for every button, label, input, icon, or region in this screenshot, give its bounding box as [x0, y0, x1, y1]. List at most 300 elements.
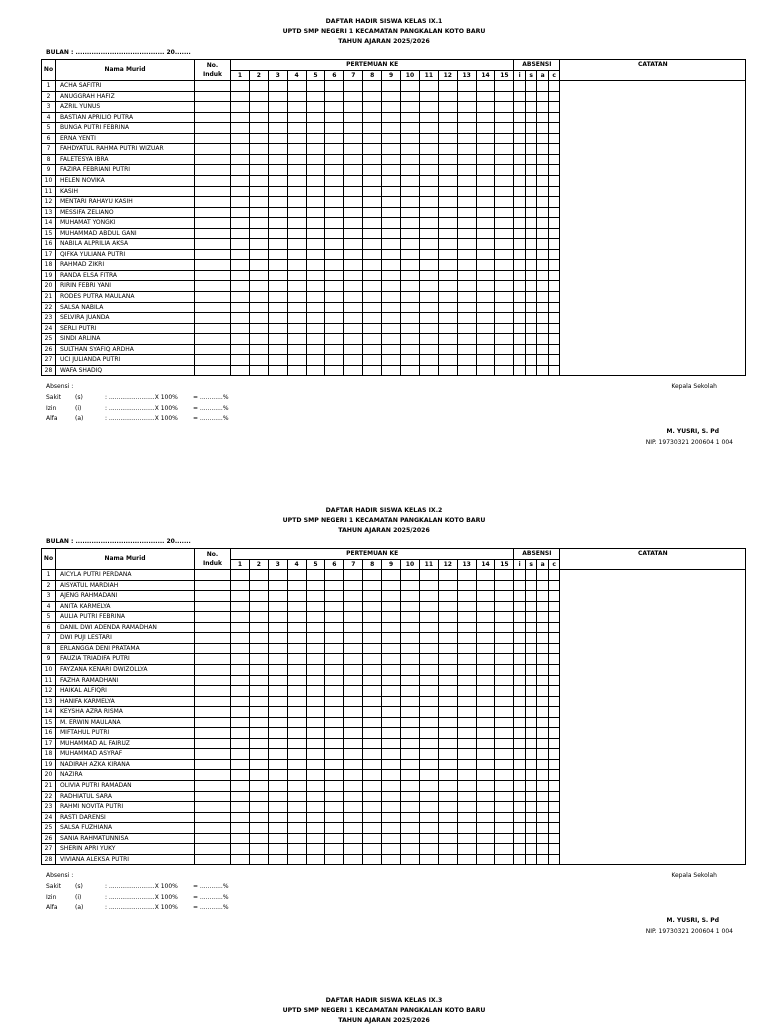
meeting-cell [438, 770, 457, 781]
row-number: 9 [42, 654, 56, 665]
meeting-cell [476, 123, 495, 134]
meeting-cell [231, 738, 250, 749]
meeting-cell [231, 844, 250, 855]
meeting-cell [438, 823, 457, 834]
meeting-cell [325, 281, 344, 292]
meeting-cell [401, 749, 420, 760]
meeting-cell [476, 133, 495, 144]
meeting-cell [495, 207, 514, 218]
absensi-cell [537, 802, 549, 813]
absensi-cell [525, 323, 537, 334]
meeting-cell [476, 144, 495, 155]
meeting-cell [419, 654, 438, 665]
meeting-cell [457, 707, 476, 718]
meeting-cell [419, 591, 438, 602]
meeting-cell [268, 270, 287, 281]
meeting-cell [325, 334, 344, 345]
meeting-cell [325, 154, 344, 165]
meeting-cell [438, 802, 457, 813]
row-number: 1 [42, 81, 56, 92]
meeting-cell [495, 292, 514, 303]
meeting-cell [268, 292, 287, 303]
no-induk-cell [195, 759, 231, 770]
student-name: ANITA KARMELYA [56, 601, 195, 612]
student-name: MESSIFA ZELIANO [56, 207, 195, 218]
meeting-cell [306, 654, 325, 665]
student-name: SULTHAN SYAFIQ ARDHA [56, 344, 195, 355]
student-name: FAZHA RAMADHANI [56, 675, 195, 686]
meeting-cell [363, 292, 382, 303]
meeting-cell [344, 239, 363, 250]
meeting-cell [438, 239, 457, 250]
header-meeting: 12 [438, 559, 457, 570]
absensi-cell [514, 728, 526, 739]
meeting-cell [363, 281, 382, 292]
meeting-cell [344, 133, 363, 144]
absensi-cell [537, 622, 549, 633]
no-induk-cell [195, 102, 231, 113]
meeting-cell [249, 218, 268, 229]
absensi-cell [514, 749, 526, 760]
meeting-cell [401, 643, 420, 654]
absensi-cell [548, 176, 560, 187]
meeting-cell [495, 591, 514, 602]
meeting-cell [438, 844, 457, 855]
meeting-cell [476, 654, 495, 665]
meeting-cell [401, 802, 420, 813]
no-induk-cell [195, 81, 231, 92]
meeting-cell [249, 665, 268, 676]
meeting-cell [438, 102, 457, 113]
absensi-cell [525, 365, 537, 376]
absensi-cell [514, 154, 526, 165]
meeting-cell [344, 197, 363, 208]
meeting-cell [287, 292, 306, 303]
meeting-cell [268, 686, 287, 697]
absensi-cell [548, 355, 560, 366]
meeting-cell [438, 686, 457, 697]
meeting-cell [438, 270, 457, 281]
meeting-cell [363, 249, 382, 260]
header-meeting: 1 [231, 559, 250, 570]
meeting-cell [401, 612, 420, 623]
meeting-cell [363, 854, 382, 865]
absensi-cell [537, 665, 549, 676]
absensi-cell [514, 759, 526, 770]
meeting-cell [325, 738, 344, 749]
no-induk-cell [195, 323, 231, 334]
absensi-cell [525, 854, 537, 865]
meeting-cell [231, 176, 250, 187]
absensi-cell [537, 738, 549, 749]
meeting-cell [457, 844, 476, 855]
row-number: 15 [42, 228, 56, 239]
meeting-cell [476, 823, 495, 834]
meeting-cell [476, 186, 495, 197]
absensi-cell [525, 728, 537, 739]
meeting-cell [495, 759, 514, 770]
meeting-cell [382, 292, 401, 303]
meeting-cell [457, 218, 476, 229]
meeting-cell [249, 334, 268, 345]
meeting-cell [401, 239, 420, 250]
meeting-cell [495, 355, 514, 366]
absensi-cell [514, 844, 526, 855]
absensi-cell [514, 738, 526, 749]
meeting-cell [231, 365, 250, 376]
meeting-cell [231, 218, 250, 229]
meeting-cell [495, 686, 514, 697]
meeting-cell [249, 197, 268, 208]
meeting-cell [476, 675, 495, 686]
meeting-cell [401, 218, 420, 229]
meeting-cell [382, 270, 401, 281]
meeting-cell [344, 144, 363, 155]
header-meeting: 6 [325, 559, 344, 570]
absensi-cell [525, 759, 537, 770]
meeting-cell [268, 197, 287, 208]
meeting-cell [495, 654, 514, 665]
meeting-cell [363, 580, 382, 591]
meeting-cell [476, 707, 495, 718]
meeting-cell [438, 365, 457, 376]
meeting-cell [325, 133, 344, 144]
meeting-cell [306, 270, 325, 281]
no-induk-cell [195, 239, 231, 250]
meeting-cell [325, 601, 344, 612]
absensi-cell [525, 686, 537, 697]
meeting-cell [457, 81, 476, 92]
meeting-cell [268, 112, 287, 123]
meeting-cell [287, 270, 306, 281]
meeting-cell [438, 91, 457, 102]
row-number: 11 [42, 186, 56, 197]
meeting-cell [382, 144, 401, 155]
meeting-cell [401, 144, 420, 155]
meeting-cell [419, 728, 438, 739]
meeting-cell [268, 802, 287, 813]
row-number: 24 [42, 323, 56, 334]
meeting-cell [457, 165, 476, 176]
absence-label: Izin [46, 404, 57, 412]
meeting-cell [306, 207, 325, 218]
meeting-cell [495, 675, 514, 686]
meeting-cell [401, 207, 420, 218]
meeting-cell [344, 313, 363, 324]
student-name: MUHAMMAD AL FAIRUZ [56, 738, 195, 749]
meeting-cell [325, 665, 344, 676]
meeting-cell [325, 81, 344, 92]
meeting-cell [249, 102, 268, 113]
header-meeting: 10 [401, 70, 420, 81]
absensi-cell [548, 239, 560, 250]
meeting-cell [344, 696, 363, 707]
meeting-cell [495, 728, 514, 739]
header-no-induk-line2: Induk [202, 71, 223, 79]
absensi-cell [514, 781, 526, 792]
meeting-cell [287, 186, 306, 197]
row-number: 28 [42, 854, 56, 865]
meeting-cell [419, 833, 438, 844]
meeting-cell [438, 344, 457, 355]
absensi-cell [514, 686, 526, 697]
meeting-cell [363, 270, 382, 281]
no-induk-cell [195, 749, 231, 760]
student-name: SELVIRA JUANDA [56, 313, 195, 324]
absensi-cell [514, 176, 526, 187]
meeting-cell [249, 123, 268, 134]
meeting-cell [268, 717, 287, 728]
no-induk-cell [195, 365, 231, 376]
meeting-cell [476, 717, 495, 728]
absensi-cell [514, 770, 526, 781]
meeting-cell [231, 612, 250, 623]
header-absensi-i: i [514, 70, 526, 81]
meeting-cell [363, 654, 382, 665]
meeting-cell [495, 270, 514, 281]
meeting-cell [438, 580, 457, 591]
no-induk-cell [195, 823, 231, 834]
student-name: FAZIRA FEBRIANI PUTRI [56, 165, 195, 176]
meeting-cell [268, 186, 287, 197]
meeting-cell [268, 665, 287, 676]
meeting-cell [382, 154, 401, 165]
meeting-cell [419, 675, 438, 686]
no-induk-cell [195, 812, 231, 823]
meeting-cell [438, 302, 457, 313]
meeting-cell [306, 770, 325, 781]
meeting-cell [401, 570, 420, 581]
absensi-cell [537, 102, 549, 113]
meeting-cell [363, 601, 382, 612]
meeting-cell [476, 313, 495, 324]
meeting-cell [401, 622, 420, 633]
absensi-cell [525, 154, 537, 165]
meeting-cell [401, 791, 420, 802]
absensi-cell [548, 707, 560, 718]
absensi-cell [537, 239, 549, 250]
absensi-cell [514, 696, 526, 707]
meeting-cell [231, 622, 250, 633]
meeting-cell [419, 355, 438, 366]
meeting-cell [344, 738, 363, 749]
meeting-cell [419, 133, 438, 144]
meeting-cell [382, 323, 401, 334]
header-meeting: 5 [306, 70, 325, 81]
meeting-cell [419, 759, 438, 770]
meeting-cell [419, 612, 438, 623]
no-induk-cell [195, 133, 231, 144]
meeting-cell [438, 675, 457, 686]
meeting-cell [325, 728, 344, 739]
header-meeting: 11 [419, 559, 438, 570]
meeting-cell [476, 591, 495, 602]
meeting-cell [419, 601, 438, 612]
meeting-cell [287, 633, 306, 644]
meeting-cell [438, 749, 457, 760]
meeting-cell [287, 823, 306, 834]
meeting-cell [382, 344, 401, 355]
meeting-cell [249, 802, 268, 813]
meeting-cell [457, 313, 476, 324]
meeting-cell [344, 854, 363, 865]
meeting-cell [419, 770, 438, 781]
no-induk-cell [195, 165, 231, 176]
absensi-cell [525, 197, 537, 208]
meeting-cell [419, 854, 438, 865]
meeting-cell [363, 123, 382, 134]
absensi-cell [525, 176, 537, 187]
absensi-cell [537, 749, 549, 760]
absensi-cell [514, 802, 526, 813]
meeting-cell [382, 675, 401, 686]
absensi-cell [537, 81, 549, 92]
absensi-cell [525, 707, 537, 718]
meeting-cell [268, 643, 287, 654]
meeting-cell [325, 622, 344, 633]
meeting-cell [287, 355, 306, 366]
absensi-cell [514, 580, 526, 591]
no-induk-cell [195, 228, 231, 239]
absensi-cell [537, 591, 549, 602]
meeting-cell [476, 334, 495, 345]
absensi-cell [537, 654, 549, 665]
header-meeting: 2 [249, 559, 268, 570]
meeting-cell [382, 281, 401, 292]
meeting-cell [306, 665, 325, 676]
row-number: 3 [42, 102, 56, 113]
absensi-cell [537, 218, 549, 229]
meeting-cell [438, 281, 457, 292]
meeting-cell [495, 781, 514, 792]
meeting-cell [401, 270, 420, 281]
meeting-cell [325, 323, 344, 334]
meeting-cell [457, 675, 476, 686]
meeting-cell [268, 281, 287, 292]
meeting-cell [249, 591, 268, 602]
row-number: 20 [42, 770, 56, 781]
meeting-cell [382, 249, 401, 260]
absensi-cell [514, 665, 526, 676]
meeting-cell [287, 81, 306, 92]
meeting-cell [419, 791, 438, 802]
header-no-induk-line1: No. [206, 551, 219, 559]
row-number: 4 [42, 601, 56, 612]
meeting-cell [231, 823, 250, 834]
absensi-cell [514, 823, 526, 834]
meeting-cell [438, 186, 457, 197]
absensi-cell [537, 323, 549, 334]
meeting-cell [419, 154, 438, 165]
absensi-cell [548, 112, 560, 123]
student-name: HANIFA KARMELYA [56, 696, 195, 707]
meeting-cell [306, 228, 325, 239]
meeting-cell [325, 770, 344, 781]
meeting-cell [363, 112, 382, 123]
meeting-cell [457, 91, 476, 102]
absensi-cell [537, 844, 549, 855]
meeting-cell [306, 144, 325, 155]
meeting-cell [249, 612, 268, 623]
meeting-cell [457, 591, 476, 602]
header-meeting: 8 [363, 70, 382, 81]
absensi-cell [514, 612, 526, 623]
absensi-cell [548, 591, 560, 602]
meeting-cell [476, 281, 495, 292]
meeting-cell [457, 622, 476, 633]
meeting-cell [382, 165, 401, 176]
meeting-cell [344, 823, 363, 834]
meeting-cell [268, 249, 287, 260]
meeting-cell [419, 580, 438, 591]
header-meeting: 15 [495, 559, 514, 570]
absensi-cell [537, 334, 549, 345]
header-pertemuan: PERTEMUAN KE [231, 60, 514, 71]
meeting-cell [457, 344, 476, 355]
absensi-cell [537, 344, 549, 355]
meeting-cell [363, 365, 382, 376]
meeting-cell [287, 749, 306, 760]
absensi-cell [514, 591, 526, 602]
absensi-cell [514, 355, 526, 366]
absensi-cell [537, 260, 549, 271]
meeting-cell [438, 355, 457, 366]
meeting-cell [306, 292, 325, 303]
meeting-cell [457, 738, 476, 749]
meeting-cell [401, 323, 420, 334]
meeting-cell [325, 791, 344, 802]
meeting-cell [268, 844, 287, 855]
meeting-cell [287, 738, 306, 749]
meeting-cell [419, 249, 438, 260]
meeting-cell [363, 833, 382, 844]
no-induk-cell [195, 833, 231, 844]
meeting-cell [249, 281, 268, 292]
sheet-title: DAFTAR HADIR SISWA KELAS IX.2 [325, 507, 443, 514]
absensi-cell [514, 81, 526, 92]
meeting-cell [438, 781, 457, 792]
meeting-cell [231, 102, 250, 113]
meeting-cell [457, 102, 476, 113]
meeting-cell [363, 154, 382, 165]
meeting-cell [344, 686, 363, 697]
absensi-cell [525, 81, 537, 92]
meeting-cell [306, 728, 325, 739]
meeting-cell [457, 854, 476, 865]
absence-code: (i) [75, 893, 82, 901]
meeting-cell [363, 323, 382, 334]
meeting-cell [476, 570, 495, 581]
meeting-cell [363, 612, 382, 623]
absence-formula: : ........................X 100% [105, 883, 178, 890]
catatan-cell [560, 570, 746, 865]
meeting-cell [457, 334, 476, 345]
meeting-cell [344, 281, 363, 292]
meeting-cell [476, 665, 495, 676]
meeting-cell [438, 591, 457, 602]
meeting-cell [268, 812, 287, 823]
meeting-cell [382, 781, 401, 792]
meeting-cell [344, 728, 363, 739]
absensi-cell [525, 186, 537, 197]
meeting-cell [401, 355, 420, 366]
absensi-cell [548, 165, 560, 176]
meeting-cell [363, 334, 382, 345]
meeting-cell [495, 738, 514, 749]
meeting-cell [287, 665, 306, 676]
meeting-cell [401, 365, 420, 376]
meeting-cell [231, 355, 250, 366]
